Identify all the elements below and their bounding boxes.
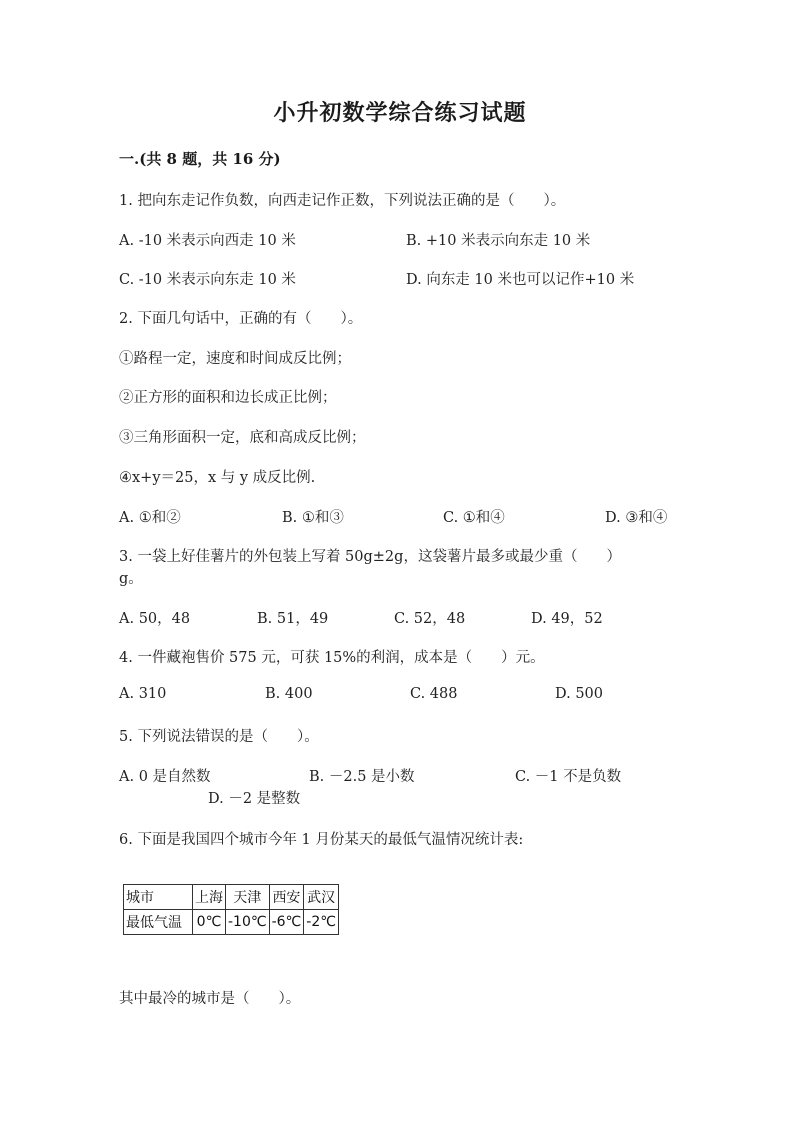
- table-row: [124, 910, 339, 935]
- question-2-option-d: D. ③和④: [605, 510, 668, 526]
- question-3-option-c: C. 52，48: [394, 611, 466, 627]
- question-5-stem: 5. 下列说法错误的是（ ）。: [119, 729, 319, 745]
- question-2-stem: 2. 下面几句话中，正确的有（ ）。: [119, 311, 363, 327]
- page-title: 小升初数学综合练习试题: [273, 100, 527, 126]
- question-4-option-a: A. 310: [119, 686, 167, 702]
- question-2-option-b: B. ①和③: [282, 510, 344, 526]
- table-cell: -6℃: [269, 910, 304, 935]
- table-cell: -10℃: [226, 910, 270, 935]
- question-3-stem-continued: g。: [119, 571, 143, 587]
- question-3-stem: 3. 一袋上好佳薯片的外包装上写着 50g±2g，这袋薯片最多或最少重（ ）: [119, 549, 621, 565]
- question-5-option-d: D. －2 是整数: [208, 791, 301, 807]
- question-1-option-a: A. -10 米表示向西走 10 米: [119, 233, 296, 249]
- question-2-option-a: A. ①和②: [119, 510, 181, 526]
- table-cell: 0℃: [193, 910, 226, 935]
- table-cell: -2℃: [304, 910, 339, 935]
- temperature-table: [123, 884, 339, 935]
- question-1-option-b: B. +10 米表示向东走 10 米: [406, 233, 591, 249]
- question-1-stem: 1. 把向东走记作负数，向西走记作正数，下列说法正确的是（ ）。: [119, 193, 566, 209]
- question-2-statement-1: ①路程一定，速度和时间成反比例；: [119, 351, 351, 367]
- table-row: [124, 885, 339, 910]
- table-cell: 最低气温: [124, 910, 193, 935]
- table-cell: 上海: [193, 885, 226, 910]
- question-1-option-c: C. -10 米表示向东走 10 米: [119, 272, 296, 288]
- question-6-stem: 6. 下面是我国四个城市今年 1 月份某天的最低气温情况统计表:: [119, 832, 524, 848]
- question-4-option-c: C. 488: [410, 686, 458, 702]
- question-5-option-a: A. 0 是自然数: [119, 769, 211, 785]
- table-cell: 天津: [226, 885, 270, 910]
- question-1-option-d: D. 向东走 10 米也可以记作+10 米: [406, 272, 635, 288]
- table-cell: 西安: [269, 885, 304, 910]
- question-2-statement-3: ③三角形面积一定，底和高成反比例；: [119, 430, 366, 446]
- question-5-option-b: B. －2.5 是小数: [309, 769, 415, 785]
- table-cell: 武汉: [304, 885, 339, 910]
- question-4-option-b: B. 400: [265, 686, 313, 702]
- question-3-option-a: A. 50，48: [119, 611, 191, 627]
- question-5-option-c: C. －1 不是负数: [515, 769, 622, 785]
- question-3-option-d: D. 49，52: [531, 611, 603, 627]
- question-4-option-d: D. 500: [555, 686, 604, 702]
- table-cell: 城市: [124, 885, 193, 910]
- question-3-option-b: B. 51，49: [257, 611, 329, 627]
- question-2-statement-4: ④x+y＝25，x 与 y 成反比例.: [119, 470, 316, 486]
- question-4-stem: 4. 一件藏袍售价 575 元，可获 15%的利润，成本是（ ）元。: [119, 650, 545, 666]
- question-6-question: 其中最冷的城市是（ ）。: [119, 991, 301, 1007]
- question-2-option-c: C. ①和④: [443, 510, 505, 526]
- question-2-statement-2: ②正方形的面积和边长成正比例；: [119, 390, 337, 406]
- section-header: 一.(共 8 题，共 16 分): [119, 150, 281, 168]
